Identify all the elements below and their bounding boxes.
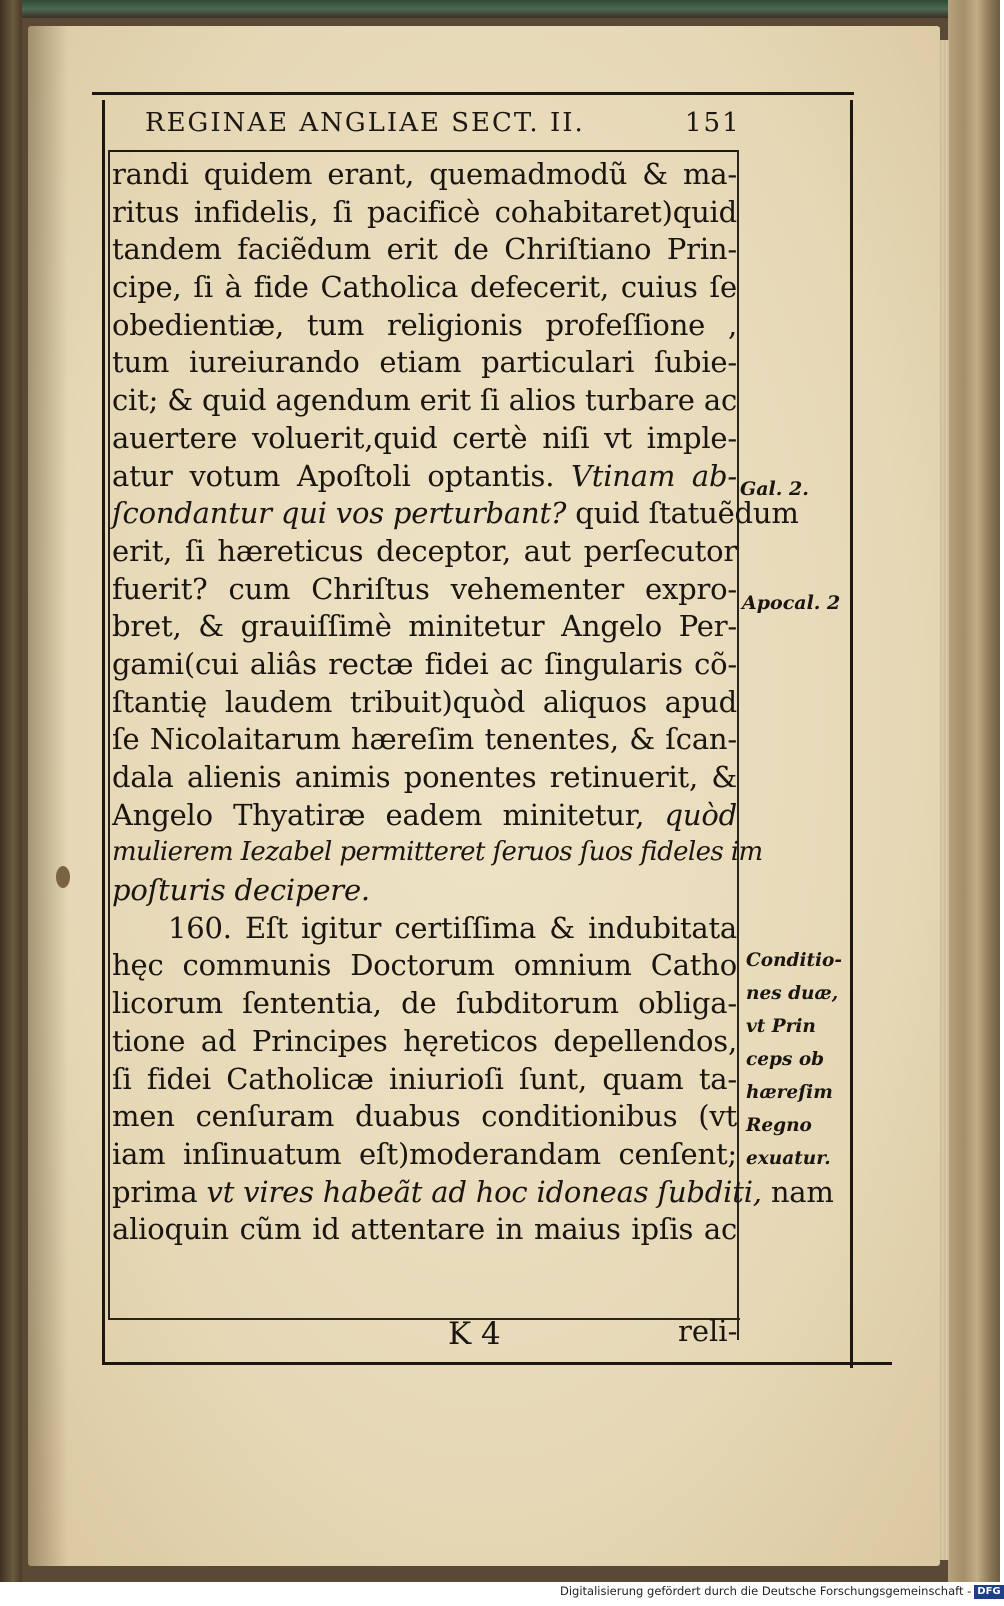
text-line: randi quidem erant, quemadmodũ & ma- xyxy=(112,157,737,191)
frame-rule-inner-left xyxy=(108,150,110,1320)
text-line: gami(cui aliâs rectæ fidei ac ſingularis cõ- xyxy=(112,646,737,681)
text-line: bret, & grauiſſimè minitetur Angelo Per- xyxy=(112,609,737,644)
text-line: Angelo Thyatiræ eadem minitetur, quòd xyxy=(112,797,737,832)
text-line: fuerit? cum Chriſtus vehementer expro- xyxy=(112,571,737,606)
frame-rule-right xyxy=(850,100,853,1368)
text-line: men cenſuram duabus conditionibus (vt xyxy=(112,1099,737,1134)
italic-quote: poſturis decipere. xyxy=(112,873,370,908)
text-line: alioquin cũm id attentare in maius ipſis ac xyxy=(112,1212,737,1247)
book-cover-top-edge xyxy=(0,0,1000,18)
dfg-logo: DFG xyxy=(974,1585,1003,1599)
text-line: prima vt vires habeãt ad hoc idoneas ſubditi, nam xyxy=(112,1174,834,1209)
running-head-title: REGINAE ANGLIAE SECT. II. xyxy=(145,108,585,138)
text-line: ſcondantur qui vos perturbant? quid ſtatuẽdum xyxy=(112,496,799,531)
page-gutter-shadow xyxy=(28,26,68,1566)
text-line: ritus infidelis, ſi pacificè cohabitaret)quid xyxy=(112,194,737,229)
frame-rule-left xyxy=(102,100,105,1362)
text-line: dala alienis animis ponentes retinuerit, & xyxy=(112,760,737,794)
text-line: cit; & quid agendum erit ſi alios turbare ac xyxy=(112,383,737,418)
text-line: atur votum Apoſtoli optantis. Vtinam ab- xyxy=(112,458,737,493)
paper-stain xyxy=(56,866,70,888)
text-line: tione ad Principes hęreticos depellendos, xyxy=(112,1023,737,1058)
margin-note-apocal: Apocal. 2 xyxy=(742,592,841,614)
frame-rule-inner-bottom xyxy=(110,1318,740,1320)
italic-quote: mulierem Iezabel permitteret ſeruos ſuos fideles im xyxy=(112,837,763,868)
text-line: ſe Nicolaitarum hæreſim tenentes, & ſcan- xyxy=(112,722,737,757)
text-line: tandem faciẽdum erit de Chriſtiano Prin- xyxy=(112,232,737,267)
text-line: obedientiæ, tum religionis profeſſione , xyxy=(112,307,737,342)
credit-text: Digitalisierung gefördert durch die Deutsche Forschungsgemeinschaft - xyxy=(560,1584,972,1598)
text-line: cipe, ſi à fide Catholica defecerit, cuius ſe xyxy=(112,270,737,305)
signature-mark: K 4 xyxy=(448,1316,501,1352)
text-line xyxy=(112,834,763,872)
frame-rule-bottom xyxy=(102,1362,892,1365)
running-head xyxy=(145,108,745,148)
text-line: licorum ſententia, de ſubditorum obliga- xyxy=(112,986,737,1021)
italic-quote: Vtinam ab- xyxy=(571,458,737,493)
frame-rule-under-head xyxy=(110,150,738,152)
italic-quote: vt vires habeãt ad hoc idoneas ſubditi, xyxy=(206,1174,762,1209)
text-line: ſi fidei Catholicæ iniurioſi ſunt, quam ta- xyxy=(112,1061,737,1096)
book-cover-left-edge xyxy=(0,0,22,1582)
text-line: iam inſinuatum eſt)moderandam cenſent; xyxy=(112,1136,737,1171)
digitization-credit xyxy=(560,1584,1001,1599)
margin-note-conditiones: Conditio- nes duæ, vt Prin ceps ob hæreſim Regno exuatur. xyxy=(746,950,843,1169)
frame-rule-text-right xyxy=(737,150,739,1340)
frame-rule-top xyxy=(92,92,854,95)
catchword: reli- xyxy=(678,1314,738,1348)
text-line: hęc communis Doctorum omnium Catho xyxy=(112,948,737,983)
italic-quote: ſcondantur qui vos perturbant? xyxy=(112,496,567,531)
margin-note-gal: Gal. 2. xyxy=(740,478,809,500)
text-line: erit, ſi hæreticus deceptor, aut perſecutor xyxy=(112,533,737,568)
text-line: ſtantię laudem tribuit)quòd aliquos apud xyxy=(112,684,737,719)
page-number: 151 xyxy=(685,108,741,138)
text-line xyxy=(112,872,737,910)
book-page-stack-right xyxy=(948,0,1000,1582)
text-line: auertere voluerit,quid certè niſi vt imple- xyxy=(112,420,737,455)
paragraph-start-line: 160. Eſt igitur certiſſima & indubitata xyxy=(168,910,737,945)
italic-quote: quòd xyxy=(664,797,737,832)
text-line: tum iureiurando etiam particulari ſubie- xyxy=(112,345,737,380)
